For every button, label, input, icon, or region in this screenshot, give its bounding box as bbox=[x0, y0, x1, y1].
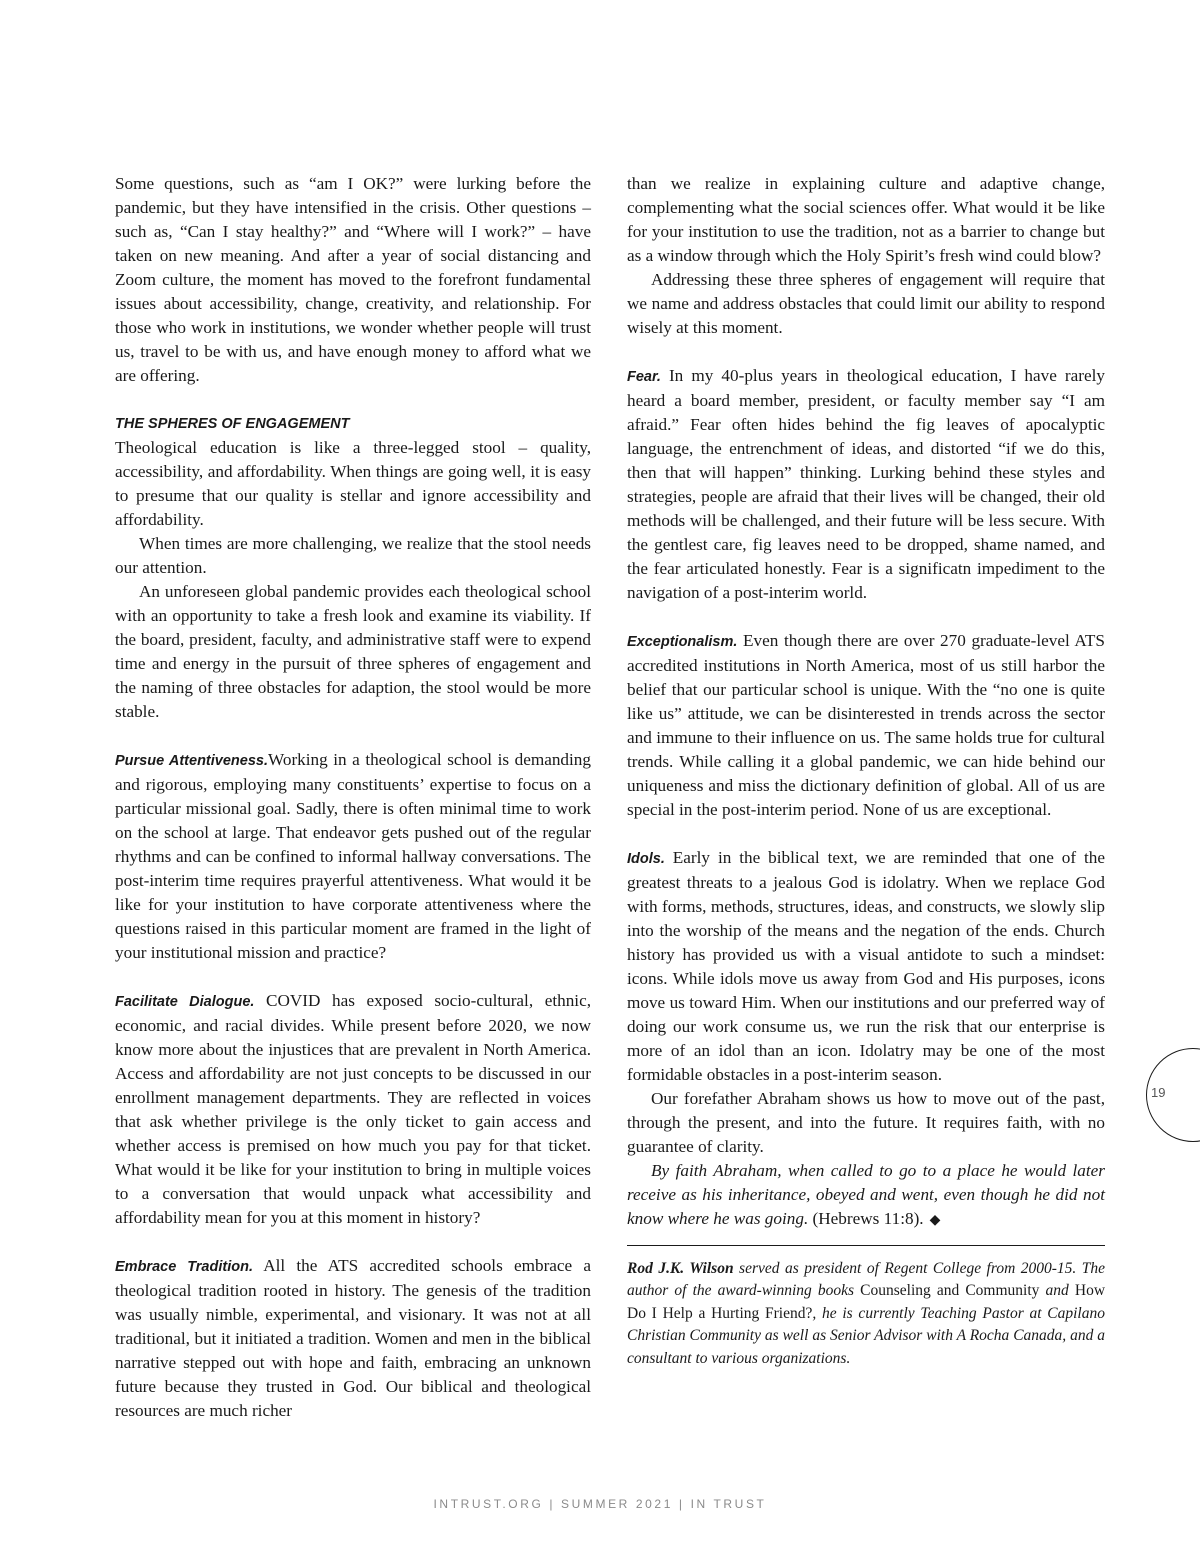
exceptionalism-text: Even though there are over 270 graduate-level ATS accredited institutions in North America, most of us still harbor the belief that our particular school is unique. With the “no one is quite like us” attitude, we can be disinterested in trends across the sector and immune to their influence on us. The same holds true for cultural trends. While calling it a global pandemic, we can hide behind our uniqueness and miss the dictionary definition of global. All of us are special in the post-interim period. None of us are exceptional. bbox=[627, 631, 1105, 819]
obstacles-intro-paragraph: Addressing these three spheres of engagement will require that we name and address obstacles that could limit our ability to respond wisely at this moment. bbox=[627, 270, 1105, 337]
idols-text: Early in the biblical text, we are reminded that one of the greatest threats to a jealous God is idolatry. When we replace God with forms, methods, structures, ideas, and constructs, we slowly slip into the worship of the means and the negation of the ends. Church history has provided us with a visual antidote to such a mindset: icons. While idols move us away from God and His purposes, icons move us toward Him. When our institutions and our preferred way of doing our work consume us, we run the risk that our enterprise is more of an idol than an icon. Idolatry may be one of the most formidable obstacles in a post-interim season. bbox=[627, 848, 1105, 1084]
attentiveness-paragraph bbox=[115, 748, 591, 965]
fear-text: In my 40-plus years in theological education, I have rarely heard a board member, president, or faculty member say “I am afraid.” Fear often hides behind the fig leaves of apocalyptic language, the entrenchment of ideas, and distorted “if we do this, then that will happen” thinking. Lurking behind these styles and strategies, people are afraid that their lives will be changed, their old methods will be challenged, and their future will be less secure. With the gentlest care, fig leaves need to be dropped, shame named, and the fear articulated honestly. Fear is a significatn impediment to the navigation of a post-interim world. bbox=[627, 366, 1105, 602]
scripture-paragraph bbox=[627, 1159, 1105, 1233]
bio-text-1: served as president of Regent College from 2000-15. The author of the award-winning books bbox=[627, 1260, 1106, 1300]
exceptionalism-paragraph bbox=[627, 629, 1105, 822]
spheres-paragraph-2: When times are more challenging, we realize that the stool needs our attention. bbox=[115, 534, 591, 577]
fear-paragraph bbox=[627, 364, 1105, 605]
page-number: 19 bbox=[1151, 1085, 1166, 1100]
right-column bbox=[627, 172, 1105, 1370]
scripture-reference: (Hebrews 11:8). bbox=[808, 1209, 924, 1228]
attentiveness-text: Working in a theological school is demanding and rigorous, employing many constituents’ expertise to focus on a particular missional goal. Sadly, there is often minimal time to work on the school at large. That endeavor gets pushed out of the regular rhythms and can be confined to informal hallway conversations. The post-interim time requires prayerful attentiveness. What would it be like for your institution to have corporate attentiveness where the questions raised in this particular moment are framed in the light of your institutional mission and practice? bbox=[115, 750, 591, 962]
idols-paragraph bbox=[627, 846, 1105, 1087]
section-heading: THE SPHERES OF ENGAGEMENT bbox=[115, 416, 350, 432]
abraham-paragraph: Our forefather Abraham shows us how to move out of the past, through the present, and into the future. It requires faith, with no guarantee of clarity. bbox=[627, 1089, 1105, 1156]
tradition-lead: Embrace Tradition. bbox=[115, 1259, 253, 1275]
left-column bbox=[115, 172, 591, 1423]
tradition-paragraph bbox=[115, 1254, 591, 1423]
dialogue-paragraph bbox=[115, 989, 591, 1230]
dialogue-text: COVID has exposed socio-cultural, ethnic, economic, and racial divides. While present before 2020, we now know more about the injustices that are prevalent in North America. Access and affordability are not just concepts to be discussed in our enrollment management departments. They are reflected in voices that ask whether privilege is the only ticket to gain access and whether access is premised on how much you pay for that ticket. What would it be like for your institution to bring in multiple voices to a conversation that would unpack what accessibility and affordability mean for you at this moment in history? bbox=[115, 991, 591, 1227]
bio-text-2: and bbox=[1039, 1282, 1075, 1300]
continuation-paragraph: than we realize in explaining culture and adaptive change, complementing what the social sciences offer. What would it be like for your institution to use the tradition, not as a barrier to change but as a window through which the Holy Spirit’s fresh wind could blow? bbox=[627, 174, 1105, 265]
page-footer: INTRUST.ORG | SUMMER 2021 | IN TRUST bbox=[433, 1497, 767, 1511]
bio-divider bbox=[627, 1245, 1105, 1246]
intro-paragraph: Some questions, such as “am I OK?” were lurking before the pandemic, but they have intensified in the crisis. Other questions – such as, “Can I stay healthy?” and “Where will I work?” – have taken on new meaning. And after a year of social distancing and Zoom culture, the moment has moved to the forefront fundamental issues about accessibility, change, creativity, and relationship. For those who work in institutions, we wonder whether people will trust us, travel to be with us, and have enough money to afford what we are offering. bbox=[115, 174, 591, 385]
attentiveness-lead: Pursue Attentiveness. bbox=[115, 753, 268, 769]
exceptionalism-lead: Exceptionalism. bbox=[627, 634, 738, 650]
spheres-paragraph-1: Theological education is like a three-legged stool – quality, accessibility, and affordability. When things are going well, it is easy to presume that our quality is stellar and ignore accessibility and affordability. bbox=[115, 438, 591, 529]
author-bio bbox=[627, 1258, 1105, 1370]
author-name: Rod J.K. Wilson bbox=[627, 1260, 734, 1277]
bio-text-3: , he is currently Teaching Pastor at Capilano Christian Community as well as Senior Advisor with A Rocha Canada, and a consultant to various organizations. bbox=[627, 1304, 1105, 1367]
spheres-paragraph-3: An unforeseen global pandemic provides each theological school with an opportunity to take a fresh look and examine its viability. If the board, president, faculty, and administrative staff were to expend time and energy in the pursuit of three spheres of engagement and the naming of three obstacles for adaption, the stool would be more stable. bbox=[115, 582, 591, 721]
idols-lead: Idols. bbox=[627, 851, 665, 867]
book-title-2: How Do I Help a Hurting Friend? bbox=[627, 1282, 1106, 1322]
fear-lead: Fear. bbox=[627, 369, 661, 385]
tradition-text: All the ATS accredited schools embrace a theological tradition rooted in history. The genesis of the tradition was usually nimble, experimental, and visionary. It was not at all traditional, but it initiated a tradition. Women and men in the biblical narrative stepped out with hope and faith, embracing an unknown future because they trusted in God. Our biblical and theological resources are much richer bbox=[115, 1256, 592, 1420]
scripture-quote: By faith Abraham, when called to go to a place he would later receive as his inheritance, obeyed and went, even though he did not know where he was going. bbox=[627, 1161, 1105, 1228]
book-title-1: Counseling and Community bbox=[860, 1282, 1040, 1300]
end-diamond-icon: ◆ bbox=[929, 1213, 941, 1228]
dialogue-lead: Facilitate Dialogue. bbox=[115, 994, 255, 1010]
